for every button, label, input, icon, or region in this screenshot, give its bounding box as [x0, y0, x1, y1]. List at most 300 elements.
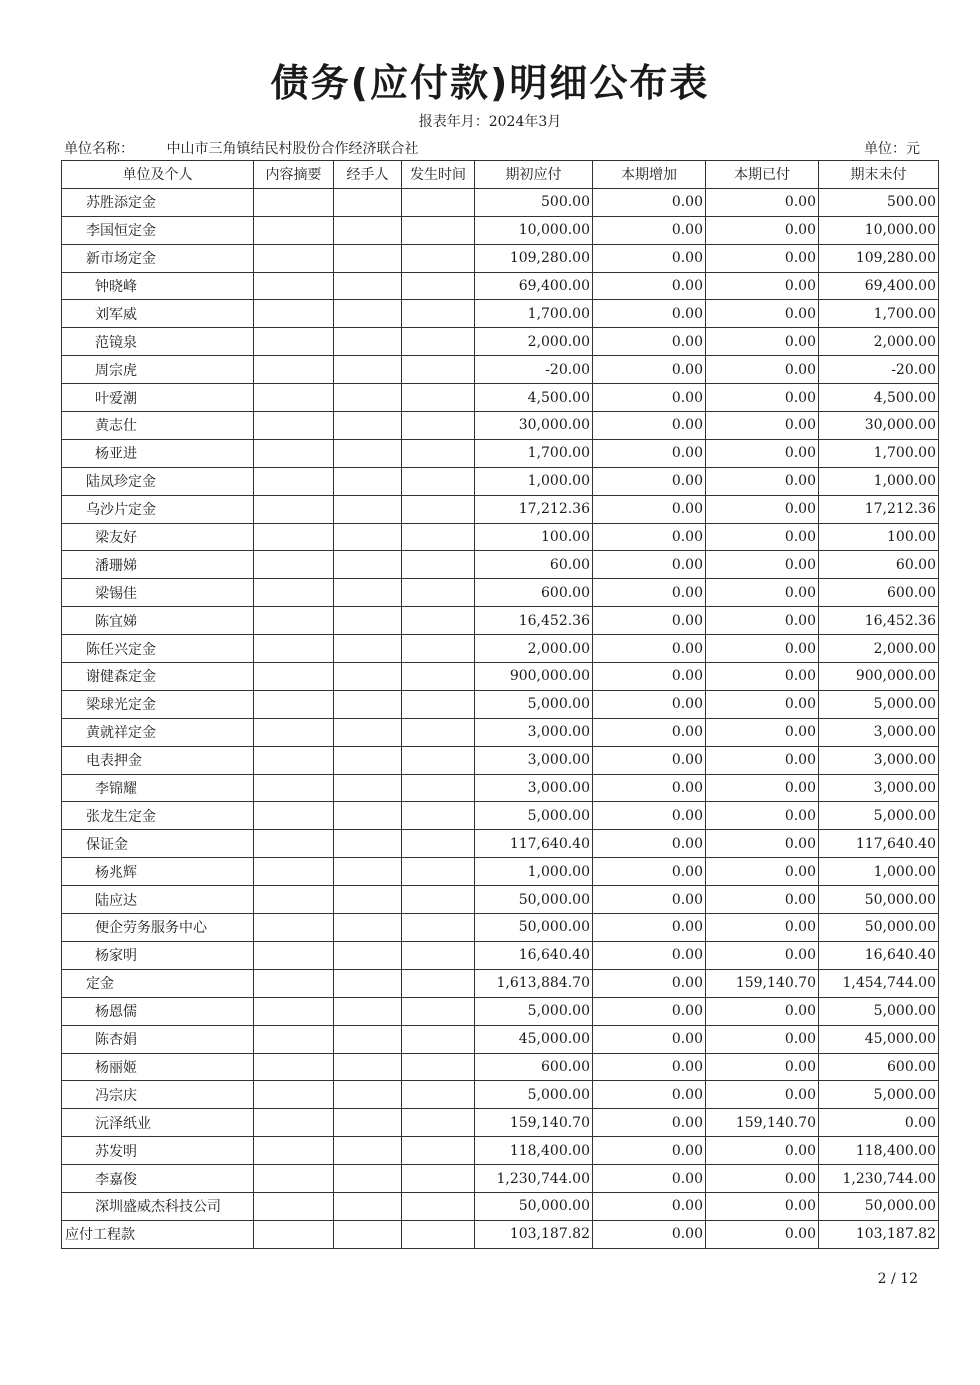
row-increase-amount: 0.00 — [593, 439, 706, 467]
row-opening-amount: 109,280.00 — [475, 244, 593, 272]
row-summary — [254, 523, 334, 551]
row-date — [402, 523, 475, 551]
row-party-name: 叶爱潮 — [62, 384, 254, 412]
row-party-name: 定金 — [62, 969, 254, 997]
row-paid-amount: 0.00 — [706, 663, 819, 691]
row-paid-amount: 0.00 — [706, 1165, 819, 1193]
row-paid-amount: 0.00 — [706, 412, 819, 440]
table-row — [62, 300, 939, 328]
row-paid-amount: 0.00 — [706, 607, 819, 635]
row-paid-amount: 0.00 — [706, 997, 819, 1025]
table-header-row — [62, 161, 939, 189]
row-summary — [254, 607, 334, 635]
table-row — [62, 886, 939, 914]
row-handler — [334, 216, 402, 244]
row-handler — [334, 718, 402, 746]
row-closing-amount: 17,212.36 — [819, 495, 939, 523]
row-closing-amount: 600.00 — [819, 1053, 939, 1081]
row-party-name: 陈宜娣 — [62, 607, 254, 635]
organization-label: 单位名称： — [64, 141, 134, 157]
row-party-name: 张龙生定金 — [62, 802, 254, 830]
row-paid-amount: 0.00 — [706, 1192, 819, 1220]
row-summary — [254, 635, 334, 663]
row-date — [402, 635, 475, 663]
row-summary — [254, 802, 334, 830]
row-increase-amount: 0.00 — [593, 941, 706, 969]
row-increase-amount: 0.00 — [593, 384, 706, 412]
row-opening-amount: 1,613,884.70 — [475, 969, 593, 997]
row-opening-amount: 4,500.00 — [475, 384, 593, 412]
row-opening-amount: 900,000.00 — [475, 663, 593, 691]
row-increase-amount: 0.00 — [593, 914, 706, 942]
row-closing-amount: -20.00 — [819, 356, 939, 384]
row-paid-amount: 0.00 — [706, 774, 819, 802]
row-opening-amount: 5,000.00 — [475, 690, 593, 718]
row-party-name: 陈杏娟 — [62, 1025, 254, 1053]
row-handler — [334, 1137, 402, 1165]
row-date — [402, 914, 475, 942]
row-closing-amount: 118,400.00 — [819, 1137, 939, 1165]
row-handler — [334, 802, 402, 830]
column-header-increase: 本期增加 — [593, 161, 706, 189]
row-increase-amount: 0.00 — [593, 328, 706, 356]
row-party-name: 李嘉俊 — [62, 1165, 254, 1193]
row-opening-amount: 118,400.00 — [475, 1137, 593, 1165]
row-summary — [254, 467, 334, 495]
row-closing-amount: 1,700.00 — [819, 300, 939, 328]
row-party-name: 杨恩儒 — [62, 997, 254, 1025]
table-row — [62, 412, 939, 440]
row-closing-amount: 0.00 — [819, 1109, 939, 1137]
row-increase-amount: 0.00 — [593, 774, 706, 802]
row-increase-amount: 0.00 — [593, 1053, 706, 1081]
row-handler — [334, 1192, 402, 1220]
row-date — [402, 858, 475, 886]
row-increase-amount: 0.00 — [593, 1165, 706, 1193]
table-row — [62, 858, 939, 886]
row-paid-amount: 0.00 — [706, 272, 819, 300]
row-date — [402, 941, 475, 969]
row-date — [402, 412, 475, 440]
row-summary — [254, 997, 334, 1025]
row-party-name: 乌沙片定金 — [62, 495, 254, 523]
row-summary — [254, 914, 334, 942]
column-header-date: 发生时间 — [402, 161, 475, 189]
row-date — [402, 1053, 475, 1081]
row-summary — [254, 495, 334, 523]
row-opening-amount: 3,000.00 — [475, 718, 593, 746]
row-summary — [254, 384, 334, 412]
row-opening-amount: 103,187.82 — [475, 1220, 593, 1248]
row-handler — [334, 272, 402, 300]
row-summary — [254, 439, 334, 467]
row-summary — [254, 1220, 334, 1248]
row-closing-amount: 117,640.40 — [819, 830, 939, 858]
row-paid-amount: 0.00 — [706, 439, 819, 467]
row-party-name: 潘珊娣 — [62, 551, 254, 579]
row-handler — [334, 914, 402, 942]
row-paid-amount: 0.00 — [706, 1220, 819, 1248]
row-party-name: 苏胜添定金 — [62, 188, 254, 216]
row-paid-amount: 0.00 — [706, 551, 819, 579]
row-paid-amount: 0.00 — [706, 216, 819, 244]
row-summary — [254, 1025, 334, 1053]
table-row — [62, 1109, 939, 1137]
table-row — [62, 188, 939, 216]
row-summary — [254, 1165, 334, 1193]
table-row — [62, 997, 939, 1025]
row-handler — [334, 607, 402, 635]
row-handler — [334, 690, 402, 718]
row-party-name: 杨兆辉 — [62, 858, 254, 886]
row-opening-amount: 10,000.00 — [475, 216, 593, 244]
row-party-name: 梁锡佳 — [62, 579, 254, 607]
row-paid-amount: 0.00 — [706, 523, 819, 551]
row-handler — [334, 1025, 402, 1053]
row-date — [402, 774, 475, 802]
row-paid-amount: 0.00 — [706, 802, 819, 830]
row-handler — [334, 941, 402, 969]
row-summary — [254, 188, 334, 216]
row-party-name: 杨丽姬 — [62, 1053, 254, 1081]
row-paid-amount: 159,140.70 — [706, 1109, 819, 1137]
table-row — [62, 523, 939, 551]
row-paid-amount: 0.00 — [706, 328, 819, 356]
row-closing-amount: 5,000.00 — [819, 802, 939, 830]
row-increase-amount: 0.00 — [593, 1109, 706, 1137]
column-header-handler: 经手人 — [334, 161, 402, 189]
row-party-name: 保证金 — [62, 830, 254, 858]
row-party-name: 深圳盛威杰科技公司 — [62, 1192, 254, 1220]
row-date — [402, 551, 475, 579]
row-closing-amount: 100.00 — [819, 523, 939, 551]
row-increase-amount: 0.00 — [593, 523, 706, 551]
row-paid-amount: 0.00 — [706, 188, 819, 216]
row-date — [402, 300, 475, 328]
row-handler — [334, 969, 402, 997]
row-party-name: 李锦耀 — [62, 774, 254, 802]
row-paid-amount: 0.00 — [706, 1081, 819, 1109]
row-opening-amount: 50,000.00 — [475, 886, 593, 914]
row-date — [402, 1081, 475, 1109]
row-summary — [254, 969, 334, 997]
row-opening-amount: 159,140.70 — [475, 1109, 593, 1137]
column-header-opening: 期初应付 — [475, 161, 593, 189]
row-handler — [334, 1081, 402, 1109]
row-handler — [334, 635, 402, 663]
table-row — [62, 607, 939, 635]
table-row — [62, 718, 939, 746]
row-paid-amount: 0.00 — [706, 914, 819, 942]
row-handler — [334, 300, 402, 328]
row-closing-amount: 103,187.82 — [819, 1220, 939, 1248]
row-opening-amount: 600.00 — [475, 1053, 593, 1081]
row-date — [402, 830, 475, 858]
row-summary — [254, 1137, 334, 1165]
row-paid-amount: 0.00 — [706, 718, 819, 746]
row-opening-amount: -20.00 — [475, 356, 593, 384]
row-summary — [254, 244, 334, 272]
row-summary — [254, 1053, 334, 1081]
row-summary — [254, 830, 334, 858]
row-closing-amount: 1,454,744.00 — [819, 969, 939, 997]
row-closing-amount: 3,000.00 — [819, 746, 939, 774]
row-opening-amount: 2,000.00 — [475, 635, 593, 663]
table-row — [62, 1025, 939, 1053]
row-increase-amount: 0.00 — [593, 356, 706, 384]
row-handler — [334, 1109, 402, 1137]
row-opening-amount: 1,000.00 — [475, 858, 593, 886]
row-closing-amount: 50,000.00 — [819, 1192, 939, 1220]
row-paid-amount: 159,140.70 — [706, 969, 819, 997]
organization-name: 中山市三角镇结民村股份合作经济联合社 — [166, 141, 419, 157]
row-date — [402, 216, 475, 244]
row-party-name: 冯宗庆 — [62, 1081, 254, 1109]
table-row — [62, 1165, 939, 1193]
row-opening-amount: 3,000.00 — [475, 746, 593, 774]
row-closing-amount: 30,000.00 — [819, 412, 939, 440]
row-increase-amount: 0.00 — [593, 1137, 706, 1165]
table-row — [62, 969, 939, 997]
table-row — [62, 467, 939, 495]
row-handler — [334, 523, 402, 551]
row-paid-amount: 0.00 — [706, 356, 819, 384]
row-date — [402, 579, 475, 607]
row-handler — [334, 886, 402, 914]
row-paid-amount: 0.00 — [706, 244, 819, 272]
row-opening-amount: 117,640.40 — [475, 830, 593, 858]
row-paid-amount: 0.00 — [706, 690, 819, 718]
row-summary — [254, 1081, 334, 1109]
table-row — [62, 216, 939, 244]
row-closing-amount: 1,230,744.00 — [819, 1165, 939, 1193]
row-paid-amount: 0.00 — [706, 1025, 819, 1053]
table-row — [62, 272, 939, 300]
row-increase-amount: 0.00 — [593, 1081, 706, 1109]
row-handler — [334, 188, 402, 216]
row-closing-amount: 45,000.00 — [819, 1025, 939, 1053]
row-date — [402, 690, 475, 718]
row-summary — [254, 746, 334, 774]
table-row — [62, 1137, 939, 1165]
row-handler — [334, 356, 402, 384]
row-summary — [254, 356, 334, 384]
row-closing-amount: 5,000.00 — [819, 997, 939, 1025]
row-party-name: 杨亚进 — [62, 439, 254, 467]
row-summary — [254, 328, 334, 356]
row-increase-amount: 0.00 — [593, 495, 706, 523]
row-party-name: 梁球光定金 — [62, 690, 254, 718]
row-opening-amount: 16,452.36 — [475, 607, 593, 635]
row-summary — [254, 1192, 334, 1220]
row-closing-amount: 3,000.00 — [819, 774, 939, 802]
row-opening-amount: 2,000.00 — [475, 328, 593, 356]
table-row — [62, 1192, 939, 1220]
row-date — [402, 718, 475, 746]
row-date — [402, 328, 475, 356]
row-paid-amount: 0.00 — [706, 1137, 819, 1165]
row-party-name: 杨家明 — [62, 941, 254, 969]
row-increase-amount: 0.00 — [593, 886, 706, 914]
row-handler — [334, 830, 402, 858]
row-closing-amount: 2,000.00 — [819, 635, 939, 663]
row-summary — [254, 886, 334, 914]
row-date — [402, 997, 475, 1025]
row-date — [402, 746, 475, 774]
column-header-party: 单位及个人 — [62, 161, 254, 189]
row-paid-amount: 0.00 — [706, 384, 819, 412]
row-handler — [334, 1053, 402, 1081]
row-handler — [334, 384, 402, 412]
row-increase-amount: 0.00 — [593, 188, 706, 216]
row-party-name: 黄志仕 — [62, 412, 254, 440]
payables-table — [61, 160, 939, 1249]
row-opening-amount: 69,400.00 — [475, 272, 593, 300]
row-handler — [334, 1165, 402, 1193]
page-title: 债务(应付款)明细公布表 — [270, 61, 710, 105]
row-handler — [334, 467, 402, 495]
row-date — [402, 244, 475, 272]
row-summary — [254, 300, 334, 328]
table-row — [62, 384, 939, 412]
row-closing-amount: 16,640.40 — [819, 941, 939, 969]
table-row — [62, 746, 939, 774]
column-header-paid: 本期已付 — [706, 161, 819, 189]
row-increase-amount: 0.00 — [593, 551, 706, 579]
row-opening-amount: 600.00 — [475, 579, 593, 607]
row-closing-amount: 10,000.00 — [819, 216, 939, 244]
row-summary — [254, 690, 334, 718]
row-closing-amount: 60.00 — [819, 551, 939, 579]
row-opening-amount: 1,700.00 — [475, 300, 593, 328]
row-paid-amount: 0.00 — [706, 858, 819, 886]
row-summary — [254, 1109, 334, 1137]
row-party-name: 便企劳务服务中心 — [62, 914, 254, 942]
row-opening-amount: 500.00 — [475, 188, 593, 216]
row-party-name: 新市场定金 — [62, 244, 254, 272]
table-row — [62, 774, 939, 802]
row-increase-amount: 0.00 — [593, 663, 706, 691]
row-date — [402, 1165, 475, 1193]
row-opening-amount: 60.00 — [475, 551, 593, 579]
row-handler — [334, 746, 402, 774]
row-handler — [334, 328, 402, 356]
row-closing-amount: 5,000.00 — [819, 690, 939, 718]
row-party-name: 电表押金 — [62, 746, 254, 774]
row-increase-amount: 0.00 — [593, 244, 706, 272]
row-closing-amount: 109,280.00 — [819, 244, 939, 272]
row-increase-amount: 0.00 — [593, 969, 706, 997]
row-closing-amount: 1,700.00 — [819, 439, 939, 467]
row-opening-amount: 5,000.00 — [475, 1081, 593, 1109]
row-date — [402, 1025, 475, 1053]
row-party-name: 应付工程款 — [62, 1220, 254, 1248]
row-opening-amount: 17,212.36 — [475, 495, 593, 523]
row-date — [402, 467, 475, 495]
row-increase-amount: 0.00 — [593, 690, 706, 718]
row-increase-amount: 0.00 — [593, 467, 706, 495]
row-closing-amount: 50,000.00 — [819, 914, 939, 942]
row-party-name: 谢健森定金 — [62, 663, 254, 691]
row-party-name: 苏发明 — [62, 1137, 254, 1165]
report-date: 报表年月：2024年3月 — [418, 114, 562, 130]
row-increase-amount: 0.00 — [593, 1025, 706, 1053]
row-increase-amount: 0.00 — [593, 579, 706, 607]
row-party-name: 黄就祥定金 — [62, 718, 254, 746]
row-increase-amount: 0.00 — [593, 412, 706, 440]
column-header-closing: 期末未付 — [819, 161, 939, 189]
row-increase-amount: 0.00 — [593, 802, 706, 830]
page-number: 2 / 12 — [877, 1271, 918, 1287]
row-party-name: 梁友好 — [62, 523, 254, 551]
row-increase-amount: 0.00 — [593, 216, 706, 244]
row-party-name: 陆应达 — [62, 886, 254, 914]
row-closing-amount: 1,000.00 — [819, 467, 939, 495]
row-closing-amount: 1,000.00 — [819, 858, 939, 886]
table-row — [62, 1053, 939, 1081]
column-header-summary: 内容摘要 — [254, 161, 334, 189]
row-date — [402, 969, 475, 997]
row-increase-amount: 0.00 — [593, 635, 706, 663]
row-closing-amount: 600.00 — [819, 579, 939, 607]
row-opening-amount: 1,000.00 — [475, 467, 593, 495]
row-paid-amount: 0.00 — [706, 635, 819, 663]
row-paid-amount: 0.00 — [706, 1053, 819, 1081]
row-handler — [334, 663, 402, 691]
row-date — [402, 356, 475, 384]
row-closing-amount: 50,000.00 — [819, 886, 939, 914]
organization-line — [64, 138, 418, 158]
row-handler — [334, 858, 402, 886]
row-summary — [254, 272, 334, 300]
row-handler — [334, 1220, 402, 1248]
table-row — [62, 328, 939, 356]
row-opening-amount: 5,000.00 — [475, 802, 593, 830]
row-date — [402, 272, 475, 300]
row-date — [402, 1192, 475, 1220]
row-summary — [254, 579, 334, 607]
table-row — [62, 1220, 939, 1248]
row-date — [402, 1137, 475, 1165]
row-opening-amount: 1,230,744.00 — [475, 1165, 593, 1193]
row-summary — [254, 216, 334, 244]
row-closing-amount: 2,000.00 — [819, 328, 939, 356]
row-paid-amount: 0.00 — [706, 830, 819, 858]
row-date — [402, 1220, 475, 1248]
row-opening-amount: 45,000.00 — [475, 1025, 593, 1053]
row-opening-amount: 50,000.00 — [475, 1192, 593, 1220]
row-summary — [254, 663, 334, 691]
row-increase-amount: 0.00 — [593, 718, 706, 746]
row-opening-amount: 3,000.00 — [475, 774, 593, 802]
row-opening-amount: 16,640.40 — [475, 941, 593, 969]
table-row — [62, 690, 939, 718]
table-row — [62, 1081, 939, 1109]
row-closing-amount: 69,400.00 — [819, 272, 939, 300]
row-opening-amount: 30,000.00 — [475, 412, 593, 440]
row-date — [402, 1109, 475, 1137]
row-handler — [334, 579, 402, 607]
row-increase-amount: 0.00 — [593, 272, 706, 300]
row-date — [402, 439, 475, 467]
row-opening-amount: 50,000.00 — [475, 914, 593, 942]
row-paid-amount: 0.00 — [706, 746, 819, 774]
row-summary — [254, 551, 334, 579]
row-paid-amount: 0.00 — [706, 941, 819, 969]
table-row — [62, 914, 939, 942]
row-handler — [334, 495, 402, 523]
row-handler — [334, 774, 402, 802]
